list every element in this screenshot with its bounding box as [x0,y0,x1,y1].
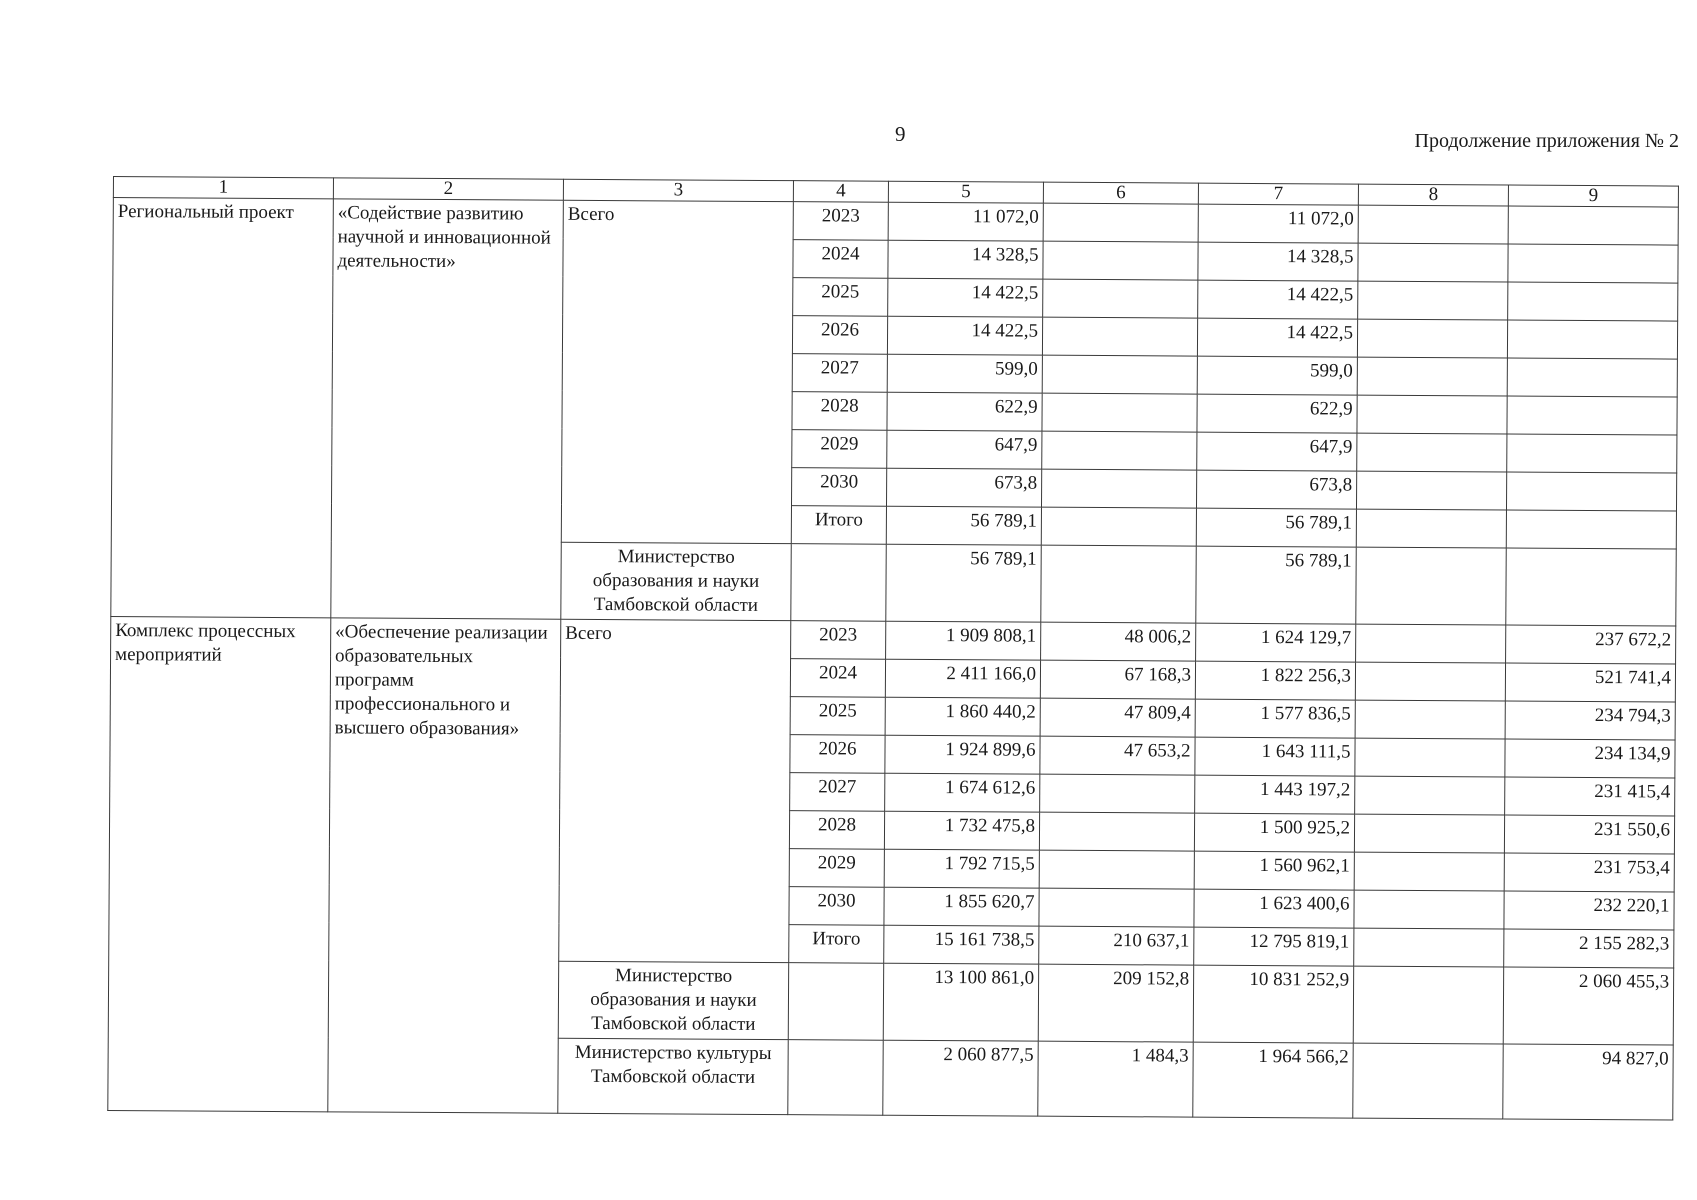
budget-table [107,176,1679,1121]
amount-cell-c7: 647,9 [1197,432,1357,471]
column-header: 6 [1043,182,1198,204]
amount-cell-c5: 56 789,1 [886,506,1041,545]
year-cell: 2025 [793,278,888,317]
amount-cell-c6 [1039,850,1194,889]
amount-cell-c5: 647,9 [887,430,1042,469]
amount-cell-c6 [1042,393,1197,432]
executor-amount-c5: 56 789,1 [886,544,1041,622]
amount-cell-c7: 1 822 256,3 [1195,661,1355,700]
amount-cell-c5: 1 860 440,2 [885,697,1040,736]
amount-cell-c5: 622,9 [887,392,1042,431]
year-cell: 2029 [792,430,887,469]
amount-cell-c8 [1355,700,1505,739]
year-cell: 2030 [791,468,886,507]
column-header: 3 [563,179,793,201]
executor-amount-c6 [1041,545,1196,623]
amount-cell-c5: 15 161 738,5 [884,925,1039,964]
amount-cell-c8 [1355,776,1505,815]
amount-cell-c7: 1 560 962,1 [1194,851,1354,890]
amount-cell-c5: 1 855 620,7 [884,887,1039,926]
executor-amount-c8 [1353,1043,1503,1119]
section-name: «Обеспечение реализации образовательных программ профессионального и высшего образования» [328,618,561,1113]
amount-cell-c8 [1356,509,1506,548]
amount-cell-c6 [1040,774,1195,813]
amount-cell-c7: 1 443 197,2 [1195,775,1355,814]
amount-cell-c7: 599,0 [1197,356,1357,395]
year-cell: 2026 [790,735,885,774]
executor-amount-c6: 1 484,3 [1038,1041,1193,1117]
amount-cell-c5: 1 792 715,5 [884,849,1039,888]
amount-cell-c5: 2 411 166,0 [885,659,1040,698]
year-cell: 2028 [789,811,884,850]
executor-amount-c9: 2 060 455,3 [1503,967,1673,1045]
amount-cell-c5: 14 422,5 [888,278,1043,317]
amount-cell-c8 [1354,852,1504,891]
amount-cell-c7: 622,9 [1197,394,1357,433]
year-cell: 2027 [790,773,885,812]
column-header: 2 [333,178,563,200]
year-cell: Итого [791,506,886,545]
amount-cell-c7: 1 623 400,6 [1194,889,1354,928]
amount-cell-c9 [1508,244,1678,283]
year-cell: 2027 [792,354,887,393]
year-cell: 2023 [793,202,888,241]
column-header: 4 [793,181,888,203]
column-header: 5 [888,181,1043,203]
year-cell: 2025 [790,697,885,736]
executor-year-cell [788,963,883,1041]
amount-cell-c9: 234 134,9 [1505,739,1675,778]
page-number: 9 [895,122,906,146]
column-header: 9 [1508,185,1678,207]
amount-cell-c9: 231 415,4 [1505,777,1675,816]
executor-amount-c7: 10 831 252,9 [1193,965,1353,1043]
column-header: 8 [1358,184,1508,206]
executor-amount-c8 [1353,966,1503,1044]
table-row [111,616,1676,664]
amount-cell-c9 [1508,282,1678,321]
amount-cell-c9 [1506,510,1676,549]
amount-cell-c6: 48 006,2 [1041,622,1196,661]
amount-cell-c6: 47 809,4 [1040,698,1195,737]
executor-amount-c8 [1356,547,1506,625]
amount-cell-c7: 14 422,5 [1198,280,1358,319]
amount-cell-c9: 521 741,4 [1505,663,1675,702]
amount-cell-c5: 599,0 [887,354,1042,393]
total-label: Всего [559,619,791,962]
amount-cell-c8 [1357,357,1507,396]
amount-cell-c8 [1354,890,1504,929]
year-cell: 2030 [789,887,884,926]
amount-cell-c8 [1357,319,1507,358]
section-name: «Содействие развитию научной и инновационной деятельности» [331,199,564,619]
amount-cell-c9: 234 794,3 [1505,701,1675,740]
amount-cell-c7: 11 072,0 [1198,204,1358,243]
amount-cell-c8 [1358,281,1508,320]
amount-cell-c7: 673,8 [1196,470,1356,509]
executor-name: Министерство образования и науки Тамбовской области [558,961,788,1039]
executor-amount-c7: 1 964 566,2 [1193,1042,1353,1118]
amount-cell-c8 [1355,662,1505,701]
amount-cell-c6 [1043,203,1198,242]
executor-amount-c9: 94 827,0 [1503,1044,1673,1120]
amount-cell-c5: 1 924 899,6 [885,735,1040,774]
amount-cell-c9: 237 672,2 [1506,625,1676,664]
amount-cell-c6 [1042,431,1197,470]
amount-cell-c7: 14 422,5 [1197,318,1357,357]
amount-cell-c8 [1358,205,1508,244]
amount-cell-c9: 2 155 282,3 [1504,929,1674,968]
year-cell: 2024 [793,240,888,279]
executor-year-cell [788,1040,883,1116]
year-cell: 2023 [791,621,886,660]
amount-cell-c8 [1354,814,1504,853]
amount-cell-c6: 210 637,1 [1039,926,1194,965]
amount-cell-c7: 1 643 111,5 [1195,737,1355,776]
amount-cell-c5: 1 732 475,8 [884,811,1039,850]
executor-amount-c5: 13 100 861,0 [883,963,1038,1041]
executor-amount-c6: 209 152,8 [1038,964,1193,1042]
amount-cell-c6 [1043,279,1198,318]
amount-cell-c8 [1357,433,1507,472]
executor-name: Министерство образования и науки Тамбовской области [561,542,791,620]
executor-amount-c7: 56 789,1 [1196,546,1356,624]
amount-cell-c6 [1043,241,1198,280]
amount-cell-c6: 67 168,3 [1040,660,1195,699]
amount-cell-c8 [1356,624,1506,663]
amount-cell-c5: 11 072,0 [888,202,1043,241]
total-label: Всего [561,200,793,543]
section-type: Комплекс процессных мероприятий [108,616,331,1111]
executor-name: Министерство культуры Тамбовской области [558,1038,788,1114]
amount-cell-c8 [1355,738,1505,777]
amount-cell-c9 [1507,396,1677,435]
amount-cell-c8 [1358,243,1508,282]
executor-year-cell [791,544,886,622]
year-cell: Итого [789,925,884,964]
amount-cell-c7: 14 328,5 [1198,242,1358,281]
amount-cell-c8 [1356,471,1506,510]
amount-cell-c9: 232 220,1 [1504,891,1674,930]
amount-cell-c6 [1042,355,1197,394]
amount-cell-c6 [1041,469,1196,508]
amount-cell-c7: 1 624 129,7 [1196,623,1356,662]
amount-cell-c5: 14 328,5 [888,240,1043,279]
amount-cell-c9 [1506,472,1676,511]
amount-cell-c7: 1 500 925,2 [1194,813,1354,852]
amount-cell-c9 [1507,320,1677,359]
amount-cell-c5: 1 909 808,1 [886,621,1041,660]
amount-cell-c6 [1041,507,1196,546]
amount-cell-c9 [1507,358,1677,397]
amount-cell-c5: 673,8 [886,468,1041,507]
amount-cell-c9 [1507,434,1677,473]
amount-cell-c7: 56 789,1 [1196,508,1356,547]
amount-cell-c8 [1354,928,1504,967]
executor-amount-c9 [1506,548,1676,626]
amount-cell-c5: 1 674 612,6 [885,773,1040,812]
amount-cell-c9: 231 550,6 [1504,815,1674,854]
year-cell: 2029 [789,849,884,888]
year-cell: 2024 [790,659,885,698]
section-type: Региональный проект [111,198,334,618]
year-cell: 2026 [792,316,887,355]
column-header: 1 [113,177,333,199]
amount-cell-c6: 47 653,2 [1040,736,1195,775]
amount-cell-c9: 231 753,4 [1504,853,1674,892]
amount-cell-c6 [1042,317,1197,356]
amount-cell-c6 [1039,812,1194,851]
year-cell: 2028 [792,392,887,431]
column-header: 7 [1198,183,1358,205]
appendix-note: Продолжение приложения № 2 [1414,130,1679,152]
amount-cell-c7: 1 577 836,5 [1195,699,1355,738]
executor-amount-c5: 2 060 877,5 [883,1040,1038,1116]
amount-cell-c8 [1357,395,1507,434]
amount-cell-c6 [1039,888,1194,927]
amount-cell-c5: 14 422,5 [887,316,1042,355]
amount-cell-c7: 12 795 819,1 [1194,927,1354,966]
amount-cell-c9 [1508,206,1678,245]
